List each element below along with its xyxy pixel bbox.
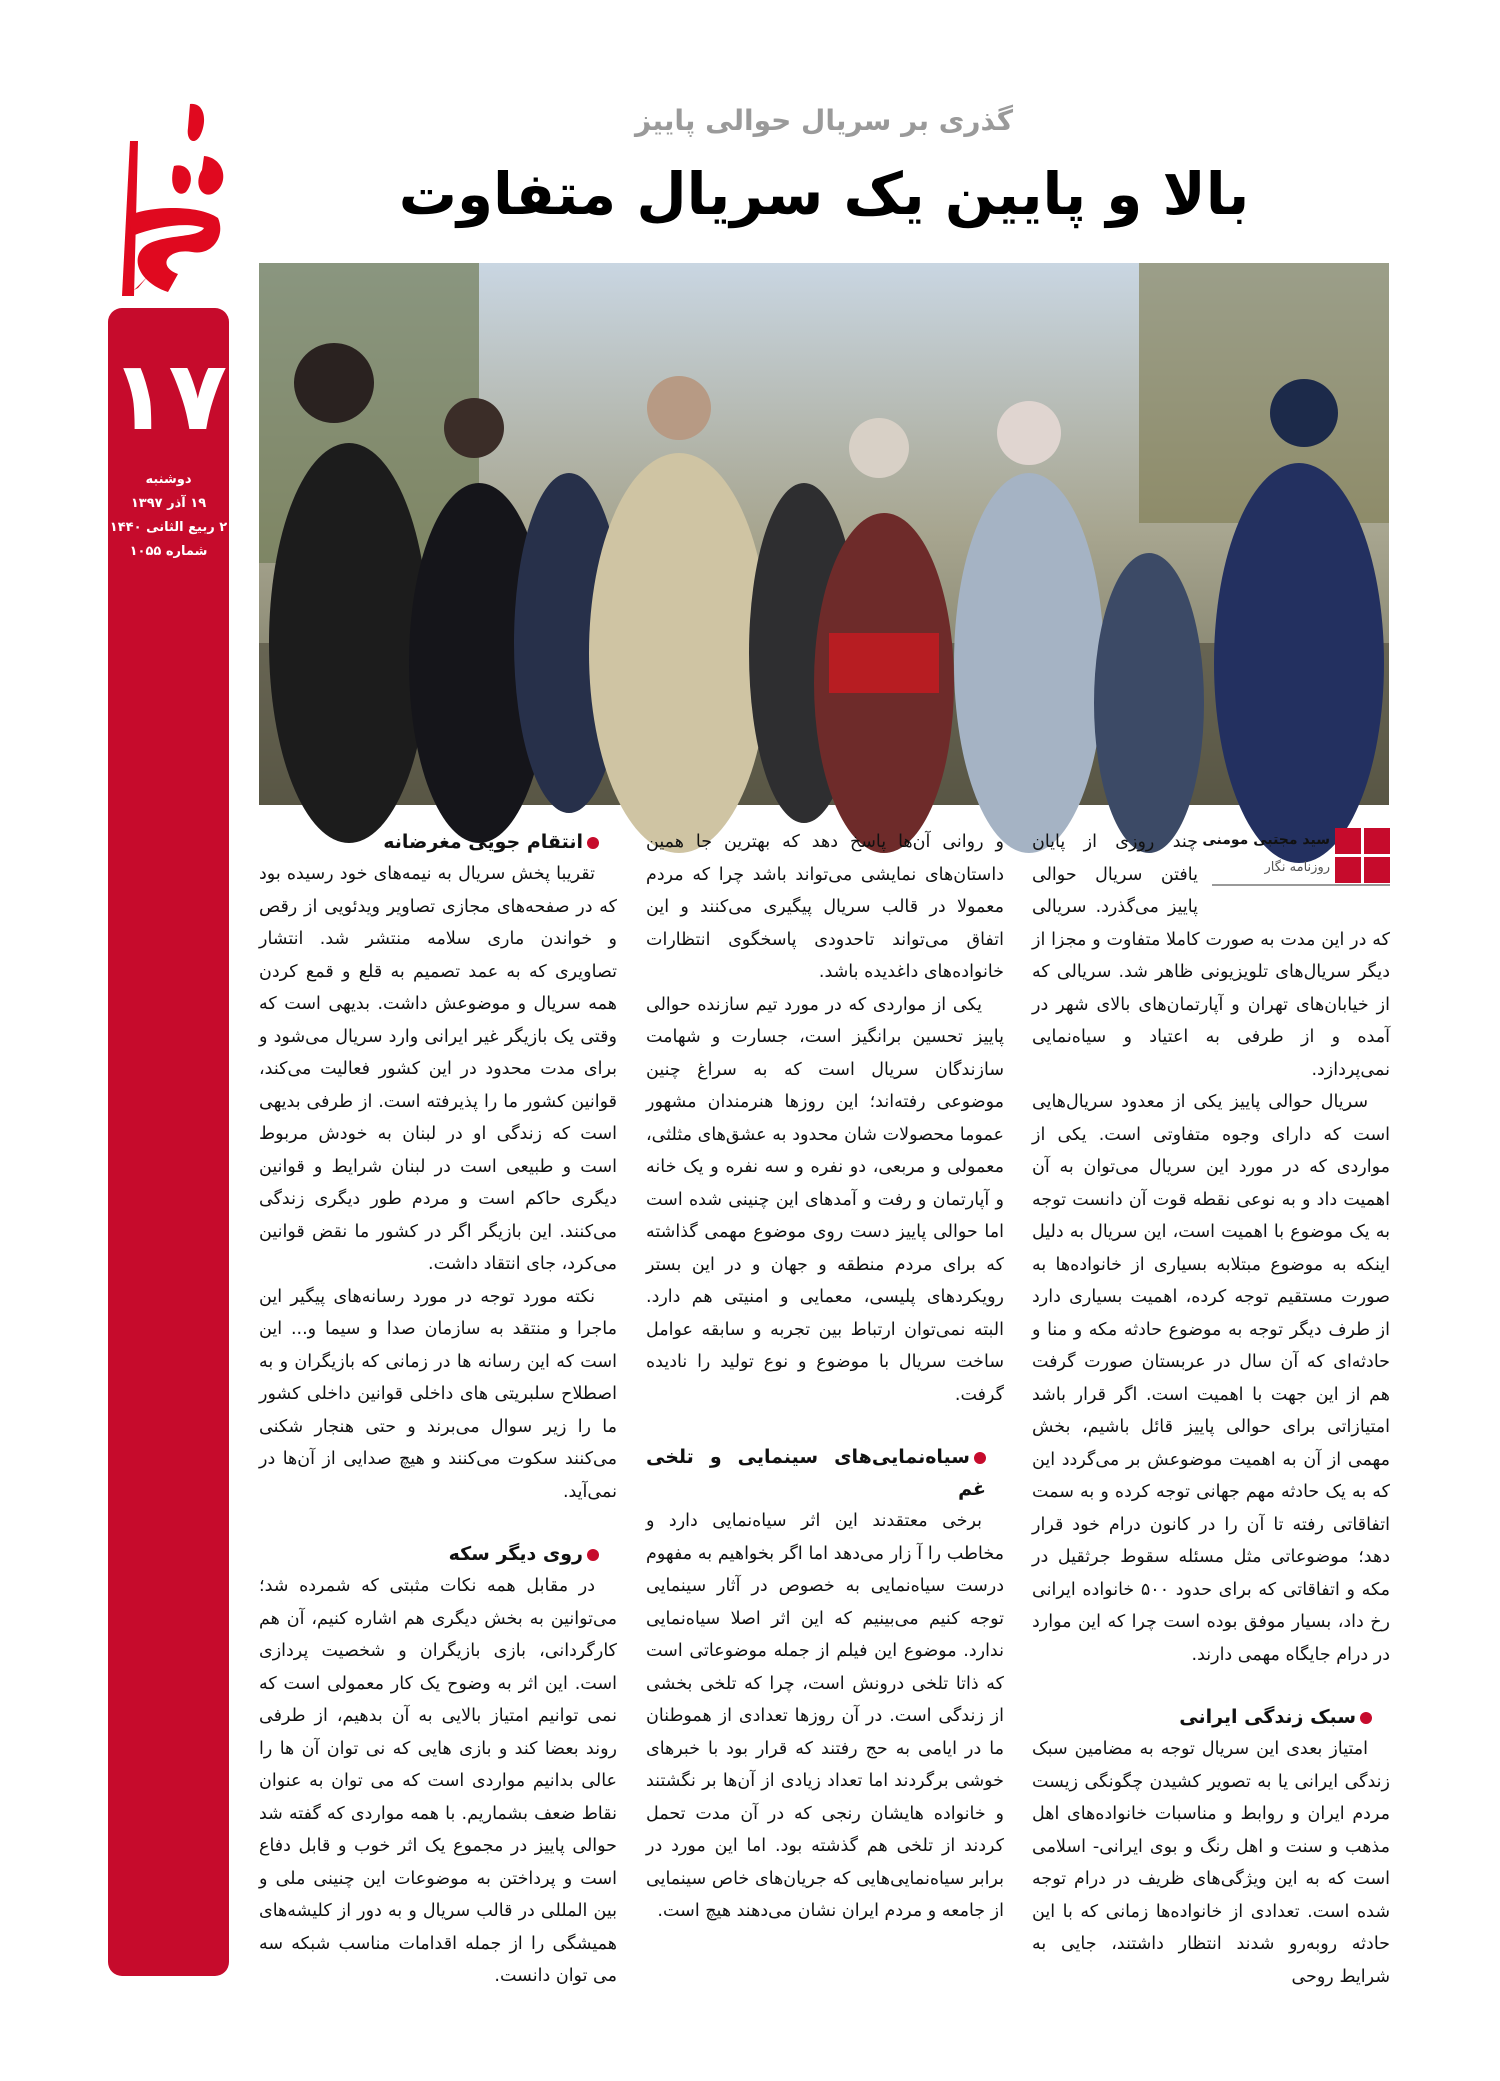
author-logo-icon: [1335, 857, 1361, 883]
section-heading: سیاه‌نمایی‌های سینمایی و تلخی غم: [646, 1446, 986, 1500]
weekday: دوشنبه: [145, 472, 192, 487]
paragraph: یکی از مواردی که در مورد تیم سازنده حوالی پاییز تحسین برانگیز است، جسارت و شهامت سازندگان سریال است که به سراغ چنین موضوعی رفته‌اند؛ این روزها هنرمندان مشهور عموما محصولات شان محدود به عشق‌های مثلثی، معمولی و مربعی، دو نفره و سه نفره و یک خانه و آپارتمان و رفت و آمدهای این چنینی شده است اما حوالی پاییز دست روی موضوع مهمی گذاشته که برای مردم منطقه و جهان و در این بستر رویکردهای پلیسی، معمایی و امنیتی هم دارد. البته نمی‌توان ارتباط بین تجربه و سابقه عوامل ساخت سریال با موضوع و نوع تولید را نادیده گرفت.: [646, 994, 1004, 1405]
section-heading: روی دیگر سکه: [259, 1538, 617, 1570]
date-lunar: ۲ ربیع الثانی ۱۴۴۰: [109, 520, 228, 535]
section-heading: سبک زندگی ایرانی: [1032, 1701, 1390, 1733]
paragraph: سریال حوالی پاییز یکی از معدود سریال‌هایی است که دارای وجوه متفاوتی است. یکی از مواردی که در مورد این سریال می‌توان به آن اهمیت داد و به نوعی نقطه قوت آن دانست توجه به یک موضوع با اهمیت است، این سریال به دلیل اینکه به موضوع مبتلابه بسیاری از خانواده‌ها به صورت مستقیم توجه کرده، اهمیت بسیاری دارد از طرف دیگر توجه به موضوع حادثه مکه و منا و حادثه‌ای که آن سال در عربستان صورت گرفت هم از این جهت با اهمیت است. اگر قرار باشد امتیازاتی برای حوالی پاییز قائل باشیم، بخش مهمی از آن به اهمیت موضوعش بر می‌گردد این که به یک حادثه مهم جهانی توجه کرده و به سمت اتفاقاتی رفته تا آن را در کانون درام خود قرار دهد؛ موضوعاتی مثل مسئله سقوط جرثقیل در مکه و اتفاقاتی که برای حدود ۵۰۰ خانواده ایرانی رخ داد، بسیار موفق بوده است چرا که این موارد در درام جایگاه مهمی دارند.: [1032, 1092, 1391, 1665]
author-byline: [1202, 828, 1390, 908]
page-number: ۱۷: [109, 340, 228, 452]
paragraph: برخی معتقدند این اثر سیاه‌نمایی دارد و مخاطب را آ زار می‌دهد اما اگر بخواهیم به مفهوم درست سیاه‌نمایی به خصوص در آثار سینمایی توجه کنیم می‌بینیم که این اثر اصلا سیاه‌نمایی ندارد. موضوع این فیلم از جمله موضوعاتی است که ذاتا تلخی درونش است، چرا که تلخی بخشی از زندگی است. در آن روزها تعدادی از هموطنان ما در ایامی به حج رفتند که قرار بود با خبرهای خوشی برگردند اما تعداد زیادی از آن‌ها بر نگشتند و خانواده هایشان رنجی که در آن مدت تحمل کردند از تلخی هم گذشته بود. اما این مورد در برابر سیاه‌نمایی‌هایی که جریان‌های خاص سینمایی از جامعه و مردم ایران نشان می‌دهند هیچ است.: [646, 1511, 1004, 1921]
column-right: [1032, 826, 1391, 1987]
paragraph: امتیاز بعدی این سریال توجه به مضامین سبک زندگی ایرانی یا به تصویر کشیدن چگونگی زیست مردم ایران و روابط و مناسبات خانواده‌های اهل مذهب و سنت و اهل رنگ و بوی ایرانی- اسلامی است که به این ویژگی‌های ظریف در درام توجه شده است. تعدادی از خانواده‌ها زمانی که با این حادثه روبه‌رو شدند انتظار داشتند، جایی به شرایط روحی: [1032, 1739, 1390, 1987]
paragraph: تقریبا پخش سریال به نیمه‌های خود رسیده بود که در صفحه‌های مجازی تصاویر ویدئویی از رقص و خواندن ماری سلامه منتشر شد. انتشار تصاویری که به عمد تصمیم به قلع و قمع کردن همه سریال و موضوعش داشت. بدیهی است که وقتی یک بازیگر غیر ایرانی وارد سریال می‌شود و برای مدت محدود در این کشور فعالیت می‌کند، قوانین کشور ما را پذیرفته است. از طرفی بدیهی است که زندگی او در لبنان به خودش مربوط است و طبیعی است در لبنان شرایط و قوانین دیگری حاکم است و مردم طور دیگری زندگی می‌کنند. این بازیگر اگر در کشور ما نقض قوانین می‌کرد، جای انتقاد داشت.: [259, 864, 617, 1274]
article-subtitle: گذری بر سریال حوالی پاییز: [635, 104, 1013, 137]
date-solar: ۱۹ آذر ۱۳۹۷: [130, 496, 207, 511]
issue-number: شماره ۱۰۵۵: [129, 544, 208, 559]
paragraph: در مقابل همه نکات مثبتی که شمرده شد؛ می‌توانین به بخش دیگری هم اشاره کنیم، آن هم کارگردانی، بازی بازیگران و شخصیت پردازی است. این اثر به وضوح یک کار معمولی است که نمی توانیم امتیاز بالایی به آن بدهیم، از طرفی روند بعضا کند و بازی هایی که نی توان آن ها را عالی بدانیم مواردی است که می توان به عنوان نقاط ضعف بشماریم. با همه مواردی که گفته شد حوالی پاییز در مجموع یک اثر خوب و قابل دفاع است و پرداختن به موضوعات این چنینی ملی و بین المللی در قالب سریال و به دور از کلیشه‌های همیشگی را از جمله اقدامات مناسب شبکه سه می توان دانست.: [259, 1576, 617, 1986]
bullet-icon: [587, 837, 599, 849]
article-photo: [259, 263, 1389, 805]
column-left: [259, 826, 617, 1986]
section-heading: انتقام جویی مغرضانه: [259, 826, 617, 858]
author-logo-icon: [1364, 828, 1390, 854]
author-role: روزنامه نگار: [1264, 860, 1330, 875]
page-info-sidebar: [108, 308, 229, 1976]
article-title: بالا و پایین یک سریال متفاوت: [398, 160, 1250, 228]
author-logo-icon: [1364, 857, 1390, 883]
paragraph: چند روزی از پایان یافتن سریال حوالی پاییز می‌گذرد. سریالی که در این مدت به صورت کاملا متفاوت و مجزا از دیگر سریال‌های تلویزیونی ظاهر شد. سریالی که از خیابان‌های تهران و آپارتمان‌های بالای شهر در آمده و از طرفی به اعتیاد و سیاه‌نمایی نمی‌پردازد.: [1032, 832, 1390, 1080]
author-logo-icon: [1335, 828, 1361, 854]
masthead-logo: [108, 96, 232, 301]
column-middle: [646, 826, 1004, 1976]
paragraph: و روانی آن‌ها پاسخ دهد که بهترین جا همین داستان‌های نمایشی می‌تواند باشد چرا که مردم معمولا در قالب سریال پیگیری می‌کنند و این اتفاق می‌تواند تاحدودی پاسخگوی انتظارات خانواده‌های داغدیده باشد.: [646, 832, 1004, 982]
paragraph: نکته مورد توجه در مورد رسانه‌های پیگیر این ماجرا و منتقد به سازمان صدا و سیما و... این است که این رسانه ها در زمانی که بازیگران و به اصطلاح سلبریتی های داخلی قوانین داخلی کشور ما را زیر سوال می‌برند و حتی هنجار شکنی می‌کنند سکوت می‌کنند و هیچ صدایی از آن‌ها در نمی‌آید.: [259, 1286, 617, 1502]
bullet-icon: [974, 1452, 986, 1464]
bullet-icon: [1360, 1712, 1372, 1724]
divider: [1212, 884, 1390, 886]
author-name: سید مجتبی مومنی: [1202, 832, 1330, 848]
bullet-icon: [587, 1549, 599, 1561]
